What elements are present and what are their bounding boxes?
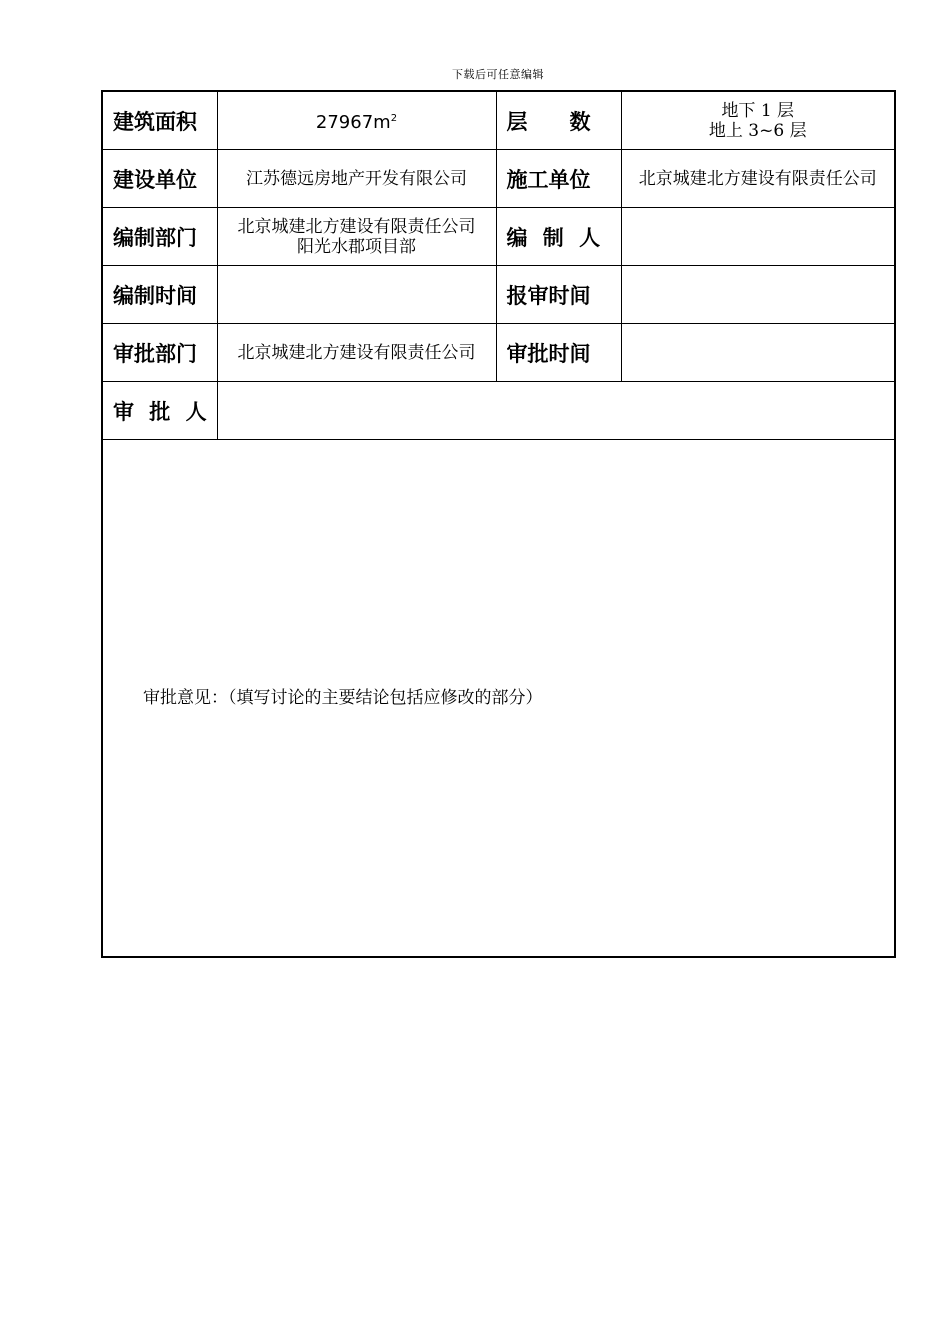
- dept-value-line2: 阳光水郡项目部: [297, 236, 416, 257]
- contractor-label-cell: [496, 150, 621, 208]
- approve-time-label: 审批时间: [506, 341, 591, 366]
- table-row: [102, 91, 895, 150]
- author-value-cell[interactable]: [621, 208, 895, 266]
- author-label-cell: [496, 208, 621, 266]
- builder-value-cell[interactable]: [217, 150, 496, 208]
- floors-value-line1: 地下 1 层: [721, 100, 795, 121]
- table-row: [102, 382, 895, 440]
- approve-dept-value-cell[interactable]: [217, 324, 496, 382]
- area-unit-superscript: 2: [390, 112, 398, 124]
- floors-label-cell: [496, 91, 621, 150]
- submit-time-label: 报审时间: [506, 283, 591, 308]
- table-row: [102, 440, 895, 958]
- floors-value-cell[interactable]: [621, 91, 895, 150]
- floors-label: [497, 106, 621, 136]
- approve-dept-value: 北京城建北方建设有限责任公司: [237, 342, 476, 363]
- builder-label-cell: [102, 150, 217, 208]
- submit-time-value-cell[interactable]: [621, 266, 895, 324]
- approver-label-cell: [102, 382, 217, 440]
- builder-label: 建设单位: [113, 167, 197, 192]
- approver-label: 审 批 人: [113, 399, 211, 424]
- submit-time-label-cell: [496, 266, 621, 324]
- dept-label-cell: [102, 208, 217, 266]
- compile-time-label: 编制时间: [113, 283, 197, 308]
- contractor-label: 施工单位: [506, 167, 591, 192]
- approve-time-value-cell[interactable]: [621, 324, 895, 382]
- table-row: [102, 324, 895, 382]
- floors-label-text: 层 数: [506, 109, 591, 134]
- floors-value-line2: 地上 3~6 层: [708, 120, 807, 141]
- approve-time-label-cell: [496, 324, 621, 382]
- opinion-cell[interactable]: [102, 440, 895, 958]
- opinion-prompt: 审批意见：（填写讨论的主要结论包括应修改的部分）: [143, 688, 543, 708]
- approval-form-table: [101, 90, 896, 958]
- area-label-cell: [102, 91, 217, 150]
- table-row: [102, 208, 895, 266]
- author-label: 编 制 人: [506, 225, 605, 250]
- compile-time-label-cell: [102, 266, 217, 324]
- area-number: 27967m: [315, 111, 391, 133]
- dept-label: 编制部门: [113, 225, 197, 250]
- builder-value: 江苏德远房地产开发有限公司: [246, 168, 467, 189]
- dept-value-cell[interactable]: [217, 208, 496, 266]
- table-row: [102, 150, 895, 208]
- approve-dept-label-cell: [102, 324, 217, 382]
- approve-dept-label: 审批部门: [113, 341, 197, 366]
- approver-value-cell[interactable]: [217, 382, 895, 440]
- contractor-value: 北京城建北方建设有限责任公司: [638, 168, 877, 189]
- table-row: [102, 266, 895, 324]
- area-value: [218, 109, 496, 133]
- dept-value-line1: 北京城建北方建设有限责任公司: [237, 216, 476, 237]
- compile-time-value-cell[interactable]: [217, 266, 496, 324]
- contractor-value-cell[interactable]: [621, 150, 895, 208]
- header-note: 下载后可任意编辑: [452, 68, 544, 81]
- area-label: 建筑面积: [113, 109, 197, 134]
- area-value-cell[interactable]: [217, 91, 496, 150]
